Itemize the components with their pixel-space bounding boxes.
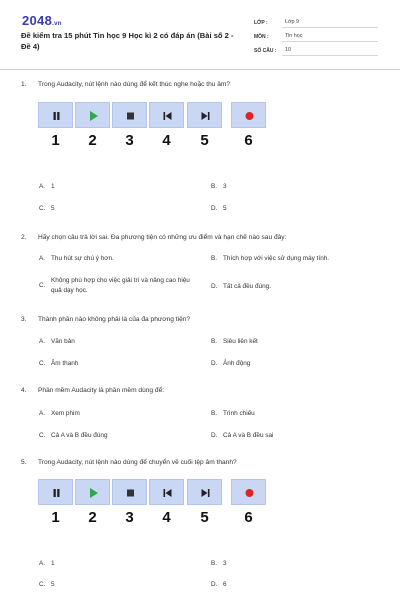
option-4b[interactable] [211, 409, 255, 419]
option-text: Âm thanh [51, 360, 79, 367]
option-letter: D. [211, 360, 218, 367]
question-4 [21, 387, 164, 394]
button-number: 3 [125, 132, 134, 149]
option-text: Tất cả đều đúng. [223, 283, 271, 290]
meta-key: MÔN : [254, 34, 269, 40]
button-number: 6 [244, 132, 253, 149]
question-text: Trong Audacity, nút lệnh nào dùng để chuyển về cuối tệp âm thanh? [38, 459, 237, 466]
meta-key: SỐ CÂU : [254, 48, 277, 54]
document-meta [254, 14, 378, 56]
option-1d[interactable] [211, 204, 227, 214]
site-logo[interactable] [22, 13, 62, 28]
option-1a[interactable] [39, 182, 55, 192]
button-number: 1 [51, 509, 60, 526]
option-letter: B. [211, 255, 218, 262]
document-title: Đề kiểm tra 15 phút Tin học 9 Học kì 2 có đáp án (Bài số 2 - Đề 4) [21, 31, 234, 51]
button-number: 1 [51, 132, 60, 149]
record-icon [231, 479, 266, 505]
option-letter: A. [39, 183, 46, 190]
audacity-toolbar-image [38, 102, 268, 162]
button-number: 4 [162, 509, 171, 526]
meta-row-class [254, 14, 378, 28]
question-text: Phần mềm Audacity là phần mềm dùng để: [38, 387, 165, 394]
option-3b[interactable] [211, 337, 258, 347]
question-text: Thành phần nào không phải là của đa phương tiện? [38, 316, 191, 323]
option-text: Không phù hợp cho việc giải trí và nâng cao hiệu quả dạy học. [51, 277, 190, 294]
meta-value: 10 [282, 47, 378, 56]
option-2c[interactable] [39, 276, 199, 295]
option-text: 1 [51, 560, 55, 567]
option-3a[interactable] [39, 337, 75, 347]
question-number: 3. [21, 316, 27, 323]
question-text: Trong Audacity, nút lệnh nào dùng để kết thúc nghe hoặc thu âm? [38, 81, 231, 88]
option-text: 5 [223, 205, 227, 212]
option-text: 3 [223, 183, 227, 190]
question-1 [21, 81, 230, 88]
option-text: 5 [51, 581, 55, 588]
option-text: 1 [51, 183, 55, 190]
question-number: 1. [21, 81, 27, 88]
stop-icon [112, 479, 147, 505]
pause-icon [38, 479, 73, 505]
option-text: Thích hợp với việc sử dụng máy tính. [223, 255, 330, 262]
option-letter: A. [39, 338, 46, 345]
button-number: 4 [162, 132, 171, 149]
option-text: Xem phim [51, 410, 80, 417]
option-text: Thu hút sự chú ý hơn. [51, 255, 114, 262]
option-letter: D. [211, 205, 218, 212]
option-letter: A. [39, 410, 46, 417]
option-text: Cả A và B đều sai [223, 432, 274, 439]
option-3c[interactable] [39, 359, 78, 369]
option-text: 5 [51, 205, 55, 212]
question-2 [21, 234, 286, 241]
option-letter: A. [39, 560, 46, 567]
option-letter: C. [39, 360, 46, 367]
option-text: 6 [223, 581, 227, 588]
button-number: 5 [200, 509, 209, 526]
option-3d[interactable] [211, 359, 250, 369]
option-letter: C. [39, 581, 46, 588]
option-5a[interactable] [39, 559, 55, 569]
option-text: Văn bản [51, 338, 75, 345]
button-number: 3 [125, 509, 134, 526]
button-number: 2 [88, 132, 97, 149]
option-text: 3 [223, 560, 227, 567]
question-5 [21, 459, 237, 466]
option-letter: B. [211, 183, 218, 190]
option-letter: D. [211, 283, 218, 290]
record-icon [231, 102, 266, 128]
option-2b[interactable] [211, 254, 329, 264]
skip-to-start-icon [149, 102, 184, 128]
skip-to-start-icon [149, 479, 184, 505]
meta-row-subject [254, 28, 378, 42]
meta-key: LỚP : [254, 20, 268, 26]
option-text: Ảnh động [223, 360, 251, 367]
logo-suffix-text: .vn [52, 21, 62, 27]
question-number: 2. [21, 234, 27, 241]
play-icon [75, 102, 110, 128]
option-letter: C. [39, 281, 46, 289]
question-3 [21, 316, 190, 323]
logo-main-text: 2048 [22, 13, 53, 28]
option-4a[interactable] [39, 409, 80, 419]
option-5c[interactable] [39, 580, 55, 590]
meta-value: Lớp 9 [282, 19, 378, 28]
option-1c[interactable] [39, 204, 55, 214]
option-letter: C. [39, 432, 46, 439]
document-header [0, 0, 400, 70]
stop-icon [112, 102, 147, 128]
question-text: Hãy chọn câu trả lời sai. Đa phương tiện có những ưu điểm và hạn chế nào sau đây: [38, 234, 287, 241]
pause-icon [38, 102, 73, 128]
audacity-toolbar-image [38, 479, 268, 539]
option-4d[interactable] [211, 431, 273, 441]
play-icon [75, 479, 110, 505]
option-letter: B. [211, 338, 218, 345]
button-number: 2 [88, 509, 97, 526]
button-number: 6 [244, 509, 253, 526]
question-number: 4. [21, 387, 27, 394]
button-number: 5 [200, 132, 209, 149]
option-letter: B. [211, 560, 218, 567]
meta-value: Tin học [282, 33, 378, 42]
question-number: 5. [21, 459, 27, 466]
option-letter: A. [39, 255, 46, 262]
option-2d[interactable] [211, 282, 271, 292]
option-5d[interactable] [211, 580, 227, 590]
option-1b[interactable] [211, 182, 227, 192]
option-letter: C. [39, 205, 46, 212]
option-2a[interactable] [39, 254, 114, 264]
option-text: Siêu liên kết [223, 338, 258, 345]
option-5b[interactable] [211, 559, 227, 569]
option-4c[interactable] [39, 431, 108, 441]
option-text: Trình chiếu [223, 410, 255, 417]
option-letter: D. [211, 581, 218, 588]
skip-to-end-icon [187, 102, 222, 128]
skip-to-end-icon [187, 479, 222, 505]
meta-row-question-count [254, 42, 378, 56]
option-letter: B. [211, 410, 218, 417]
option-text: Cả A và B đều đúng [51, 432, 108, 439]
option-letter: D. [211, 432, 218, 439]
